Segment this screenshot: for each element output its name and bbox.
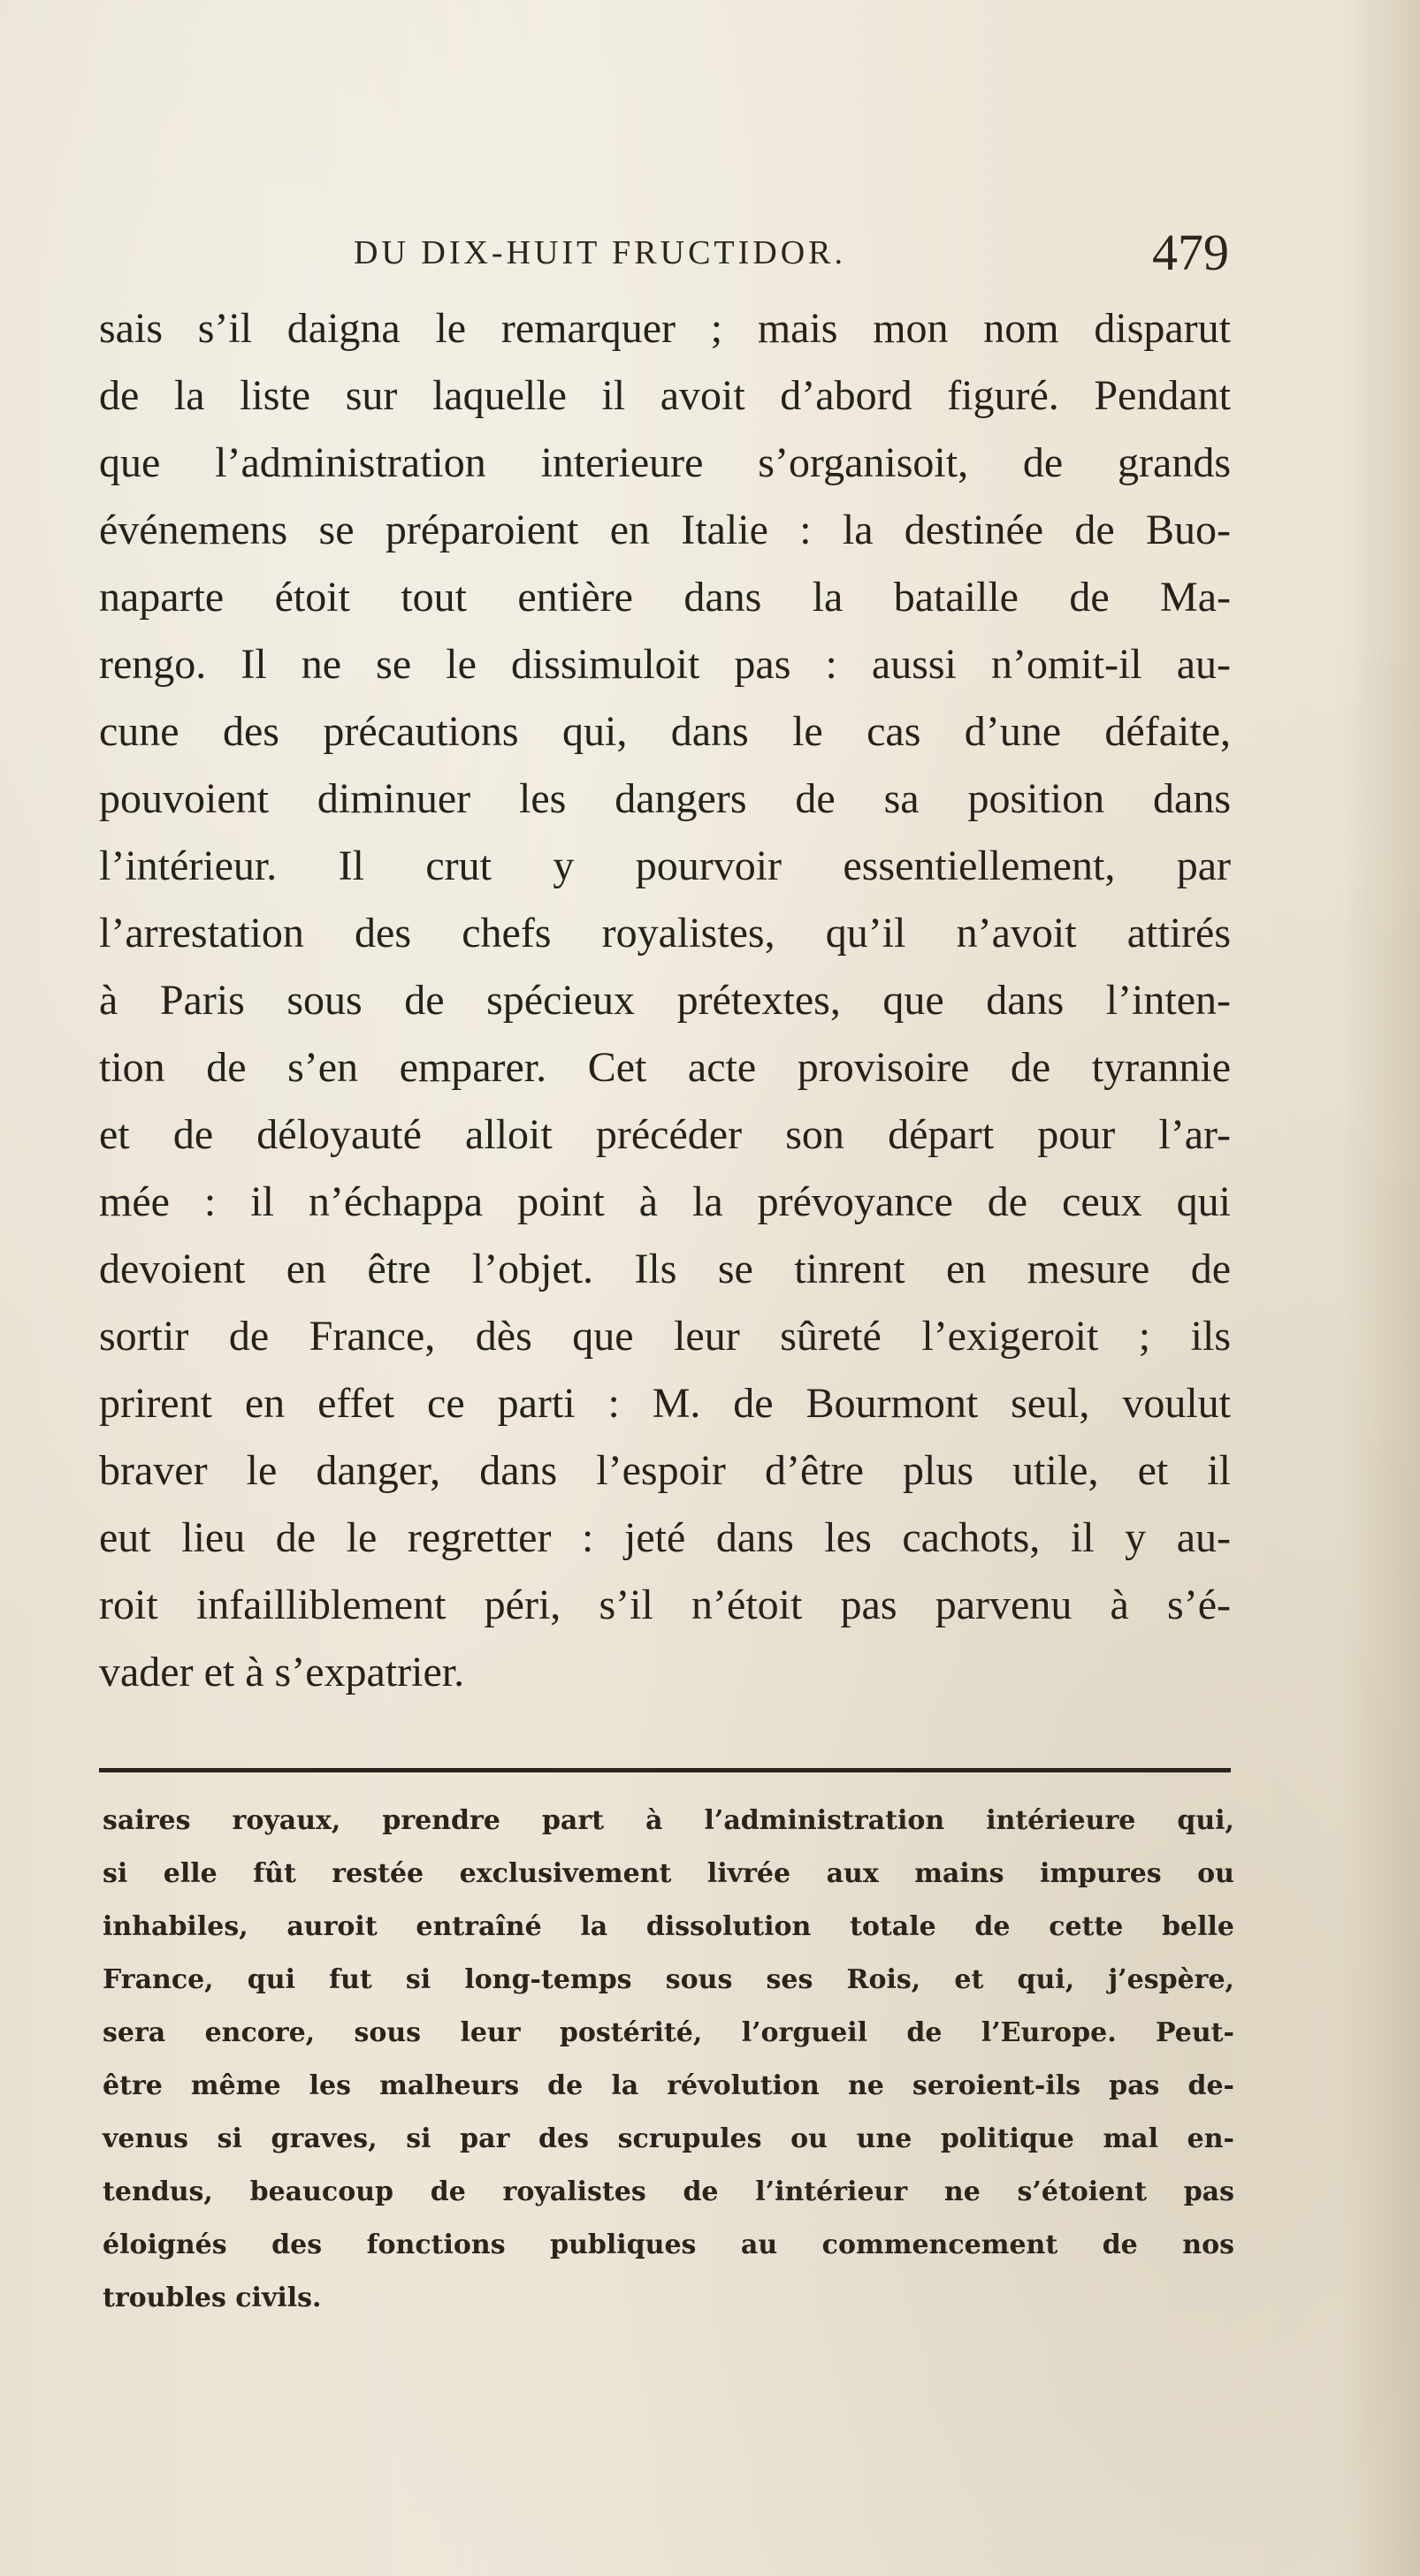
text-line: de la liste sur laquelle il avoit d’abord figuré. Pendant — [99, 372, 1231, 419]
text-line: que l’administration interieure s’organisoit, de grands — [99, 439, 1231, 486]
footnote-line: inhabiles, auroit entraîné la dissolution totale de cette belle — [103, 1911, 1234, 1942]
text-line: naparte étoit tout entière dans la bataille de Ma- — [99, 574, 1231, 621]
text-line: prirent en effet ce parti : M. de Bourmont seul, voulut — [99, 1380, 1231, 1427]
text-line: cune des précautions qui, dans le cas d’une défaite, — [99, 708, 1231, 755]
text-line: et de déloyauté alloit précéder son départ pour l’ar- — [99, 1111, 1231, 1158]
footnote-line: troubles civils. — [103, 2283, 322, 2313]
footnote-line: éloignés des fonctions publiques au commencement de nos — [103, 2229, 1234, 2260]
text-line: rengo. Il ne se le dissimuloit pas : aussi n’omit-il au- — [99, 641, 1231, 688]
main-text — [99, 295, 1231, 1706]
footnote-line: si elle fût restée exclusivement livrée aux mains impures ou — [103, 1858, 1234, 1889]
running-title: DU DIX-HUIT FRUCTIDOR. — [354, 234, 847, 271]
page-header — [354, 217, 1229, 288]
footnote-line: être même les malheurs de la révolution ne seroient-ils pas de- — [103, 2070, 1234, 2101]
footnote-line: saires royaux, prendre part à l’administration intérieure qui, — [103, 1805, 1234, 1836]
text-line: l’intérieur. Il crut y pourvoir essentiellement, par — [99, 842, 1231, 889]
page-number: 479 — [1152, 224, 1229, 281]
text-line: sais s’il daigna le remarquer ; mais mon nom disparut — [99, 305, 1231, 352]
footnote-line: France, qui fut si long-temps sous ses Rois, et qui, j’espère, — [103, 1964, 1234, 1995]
text-line: mée : il n’échappa point à la prévoyance de ceux qui — [99, 1178, 1231, 1225]
text-line: tion de s’en emparer. Cet acte provisoire de tyrannie — [99, 1044, 1231, 1091]
text-line: braver le danger, dans l’espoir d’être plus utile, et il — [99, 1447, 1231, 1494]
text-line: vader et à s’expatrier. — [99, 1649, 465, 1696]
text-line: événemens se préparoient en Italie : la destinée de Buo- — [99, 507, 1231, 553]
text-line: devoient en être l’objet. Ils se tinrent en mesure de — [99, 1246, 1231, 1292]
footnote-line: venus si graves, si par des scrupules ou une politique mal en- — [103, 2123, 1234, 2154]
text-line: pouvoient diminuer les dangers de sa position dans — [99, 775, 1231, 822]
footnote-separator — [99, 1768, 1231, 1772]
text-line: l’arrestation des chefs royalistes, qu’il n’avoit attirés — [99, 910, 1231, 956]
text-line: sortir de France, dès que leur sûreté l’exigeroit ; ils — [99, 1313, 1231, 1360]
text-line: roit infailliblement péri, s’il n’étoit pas parvenu à s’é- — [99, 1581, 1231, 1628]
page-edge-shadow — [1340, 0, 1420, 2576]
text-line: eut lieu de le regretter : jeté dans les cachots, il y au- — [99, 1514, 1231, 1561]
text-line: à Paris sous de spécieux prétextes, que dans l’inten- — [99, 977, 1231, 1024]
footnote — [103, 1795, 1234, 2325]
footnote-line: sera encore, sous leur postérité, l’orgueil de l’Europe. Peut- — [103, 2017, 1234, 2048]
footnote-line: tendus, beaucoup de royalistes de l’intérieur ne s’étoient pas — [103, 2176, 1234, 2207]
